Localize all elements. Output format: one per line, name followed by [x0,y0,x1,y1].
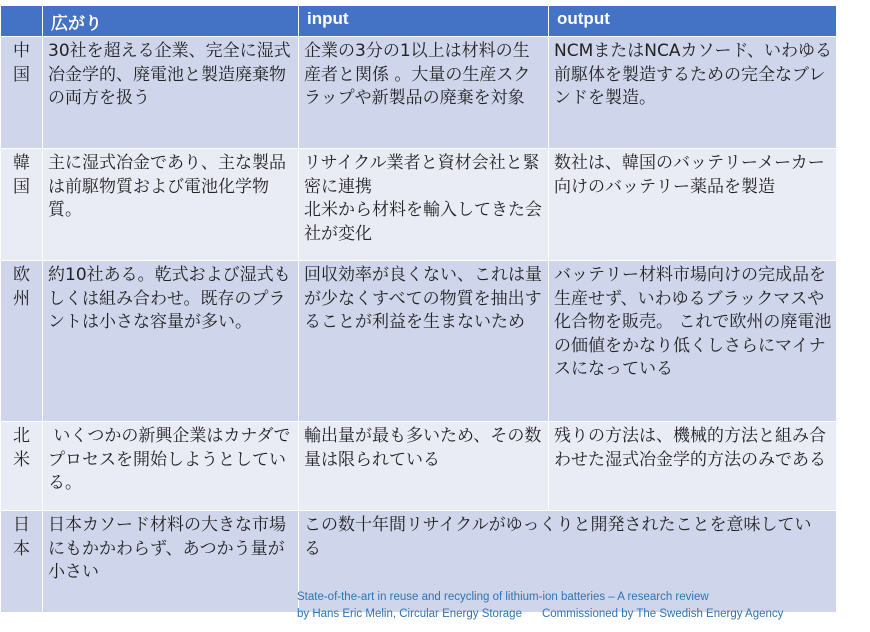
region-cell [1,511,43,613]
input-text: 輸出量が最も多いため、その数量は限られている [304,426,542,470]
input-cell [299,261,549,422]
header-region [1,6,43,37]
input-cell [299,422,549,511]
input-text: リサイクル業者と資材会社と緊密に連携 北米から材料を輸入してきた会社が変化 [304,153,542,244]
output-cell [549,261,837,422]
output-text: 残りの方法は、機械的方法と組み合わせた湿式冶金学的方法のみである [554,426,826,470]
spread-text: 日本カソード材料の大きな市場にもかかわらず、あつかう量が小さい [48,515,286,582]
caption-commission: Commissioned by The Swedish Energy Agency [541,608,784,620]
input-text: 回収効率が良くない、これは量が少なくすべての物質を抽出することが利益を生まないため [304,265,542,332]
input-cell [299,149,549,261]
row-china [1,37,837,149]
spread-cell [43,261,299,422]
caption-line-2 [297,606,783,623]
output-text: NCMまたはNCAカソード、いわゆる前駆体を製造するための完全なブレンドを製造。 [554,41,832,108]
merged-text: この数十年間リサイクルがゆっくりと開発されたことを意味している [304,515,812,559]
spread-text: 主に湿式冶金であり、主な製品は前駆物質および電池化学物質。 [48,153,286,220]
comparison-table [0,5,837,613]
source-caption [297,589,783,623]
input-cell [299,37,549,149]
region-label: 中国 [13,41,30,85]
output-cell [549,422,837,511]
output-text: 数社は、韓国のバッテリーメーカー向けのバッテリー薬品を製造 [554,153,825,197]
region-label: 欧州 [13,265,30,309]
output-text: バッテリー材料市場向けの完成品を生産せず、いわゆるブラックマスや化合物を販売。 これで欧州の廃電池の価値をかなり低くしさらにマイナスになっている [554,265,832,379]
region-cell [1,422,43,511]
spread-cell [43,511,299,613]
region-cell [1,261,43,422]
caption-line-1: State-of-the-art in reuse and recycling of lithium-ion batteries – A research review [297,591,709,603]
region-cell [1,37,43,149]
row-europe [1,261,837,422]
region-label: 韓国 [13,153,30,197]
header-spread: 広がり [43,6,299,37]
spread-cell [43,149,299,261]
output-cell [549,149,837,261]
header-output: output [549,6,837,37]
header-input: input [299,6,549,37]
row-korea [1,149,837,261]
spread-cell [43,37,299,149]
spread-text: 30社を超える企業、完全に湿式冶金学的、廃電池と製造廃棄物の両方を扱う [48,41,291,108]
region-label: 北米 [13,426,30,470]
region-label: 日本 [13,515,30,559]
caption-author: by Hans Eric Melin, Circular Energy Storage [297,608,522,620]
row-north-america [1,422,837,511]
output-cell [549,37,837,149]
header-row [1,6,837,37]
spread-text: いくつかの新興企業はカナダでプロセスを開始しようとしている。 [48,426,291,493]
input-text: 企業の3分の1以上は材料の生産者と関係 。大量の生産スクラップや新製品の廃棄を対象 [304,41,531,108]
spread-cell [43,422,299,511]
spread-text: 約10社ある。乾式および湿式もしくは組み合わせ。既存のプラントは小さな容量が多い。 [48,265,291,332]
region-cell [1,149,43,261]
